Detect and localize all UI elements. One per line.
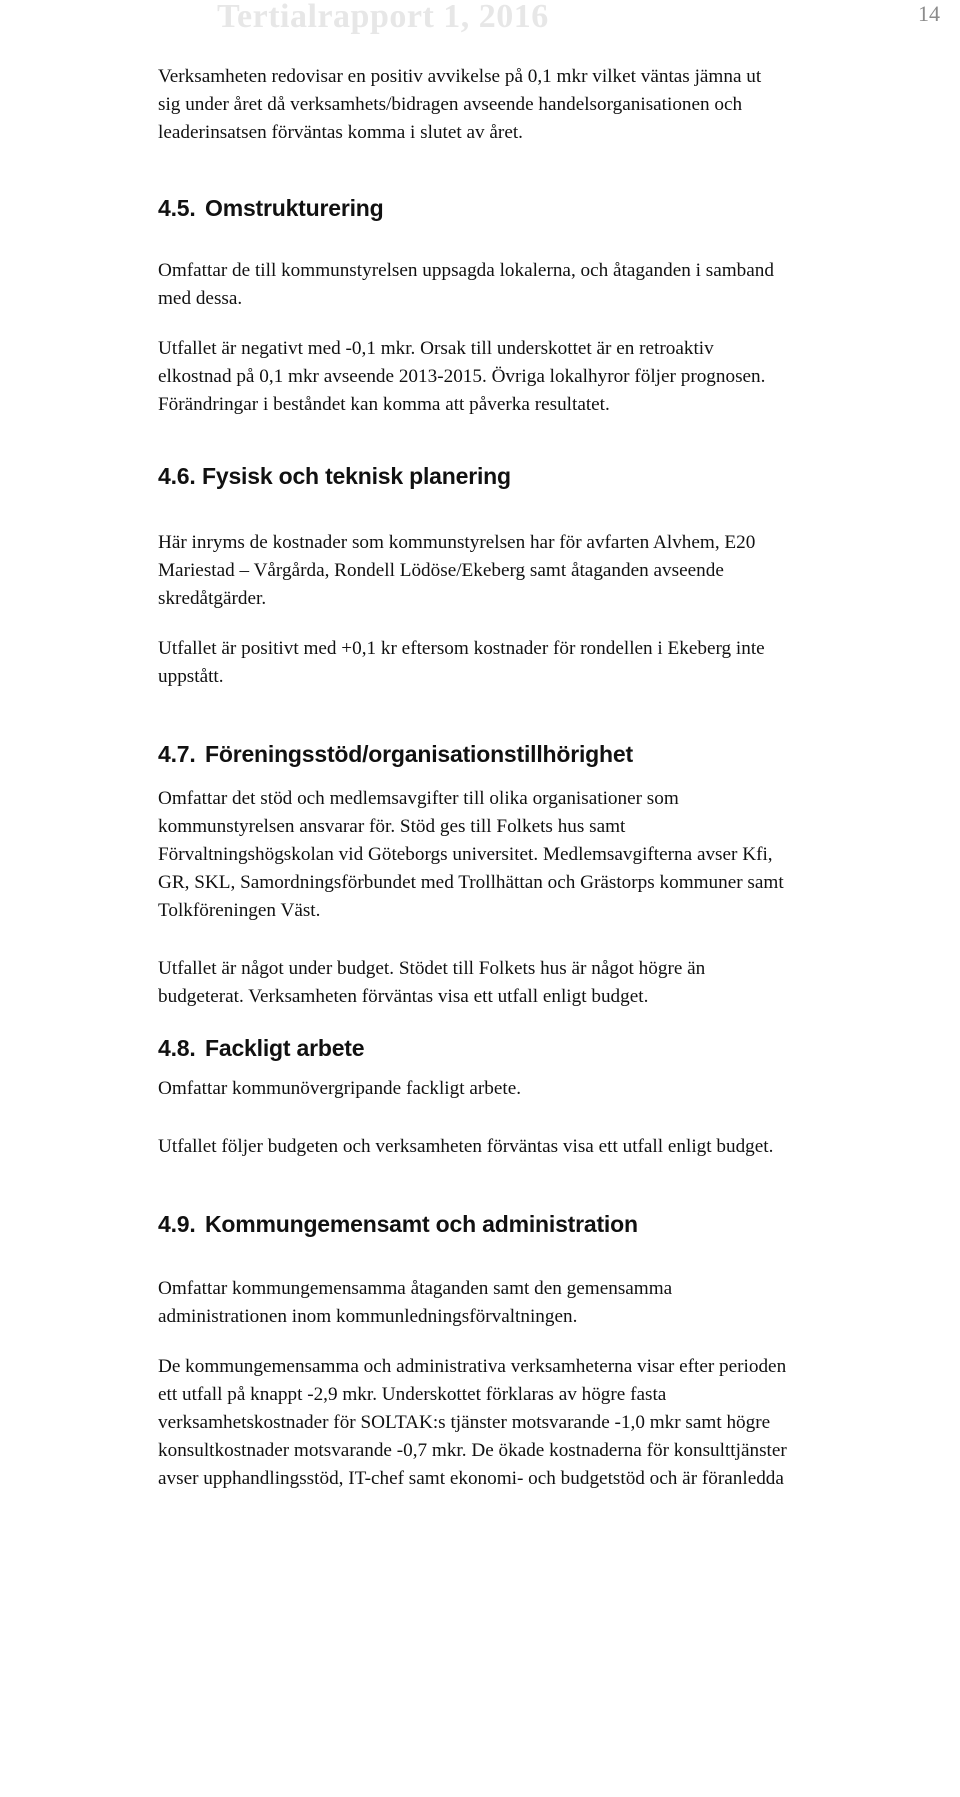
text-line: Förvaltningshögskolan vid Göteborgs universitet. Medlemsavgifterna avser Kfi, (158, 844, 773, 865)
text-line: GR, SKL, Samordningsförbundet med Trollhättan och Grästorps kommuner samt (158, 872, 784, 893)
section-number: 4.8. (158, 1035, 196, 1061)
section-title: Fysisk och teknisk planering (202, 463, 511, 489)
paragraph (158, 529, 943, 613)
text-line: Mariestad – Vårgårda, Rondell Lödöse/Ekeberg samt åtaganden avseende (158, 560, 724, 581)
text-line: Utfallet är negativt med -0,1 mkr. Orsak till underskottet är en retroaktiv (158, 338, 714, 359)
text-line: Omfattar det stöd och medlemsavgifter till olika organisationer som (158, 788, 679, 809)
text-line: Tolkföreningen Väst. (158, 900, 321, 921)
section-heading-kommungemensamt (158, 1209, 943, 1239)
section-heading-foreningsstod (158, 739, 943, 769)
report-title: Tertialrapport 1, 2016 (217, 0, 549, 35)
text-line: Utfallet är positivt med +0,1 kr eftersom kostnader för rondellen i Ekeberg inte (158, 638, 765, 659)
section-number: 4.6. (158, 463, 196, 489)
text-line: Omfattar kommunövergripande fackligt arbete. (158, 1078, 522, 1099)
paragraph (158, 1275, 943, 1331)
paragraph (158, 785, 943, 925)
section-number: 4.5. (158, 195, 196, 221)
text-line: elkostnad på 0,1 mkr avseende 2013-2015. Övriga lokalhyror följer prognosen. (158, 366, 766, 387)
paragraph (158, 335, 943, 419)
text-line: avser upphandlingsstöd, IT-chef samt ekonomi- och budgetstöd och är föranledda (158, 1468, 784, 1489)
text-line: Utfallet är något under budget. Stödet till Folkets hus är något högre än (158, 958, 706, 979)
text-line: Här inryms de kostnader som kommunstyrelsen har för avfarten Alvhem, E20 (158, 532, 756, 553)
page-number: 14 (918, 1, 940, 26)
section-heading-omstrukturering (158, 193, 943, 223)
text-line: verksamhetskostnader för SOLTAK:s tjänster motsvarande -1,0 mkr samt högre (158, 1412, 771, 1433)
paragraph (158, 955, 943, 1011)
text-line: Utfallet följer budgeten och verksamheten förväntas visa ett utfall enligt budget. (158, 1136, 774, 1157)
section-heading-fysisk-planering (158, 461, 943, 491)
paragraph (158, 635, 943, 691)
text-line: De kommungemensamma och administrativa verksamheterna visar efter perioden (158, 1356, 787, 1377)
section-title: Föreningsstöd/organisationstillhörighet (205, 741, 633, 767)
paragraph (158, 1133, 943, 1161)
text-line: budgeterat. Verksamheten förväntas visa ett utfall enligt budget. (158, 986, 649, 1007)
section-heading-fackligt-arbete (158, 1033, 943, 1063)
section-title: Omstrukturering (205, 195, 384, 221)
paragraph (158, 257, 943, 313)
text-line: uppstått. (158, 666, 224, 687)
text-line: Omfattar de till kommunstyrelsen uppsagda lokalerna, och åtaganden i samband (158, 260, 774, 281)
text-line: Förändringar i beståndet kan komma att påverka resultatet. (158, 394, 610, 415)
text-line: sig under året då verksamhets/bidragen avseende handelsorganisationen och (158, 94, 743, 115)
paragraph (158, 1353, 943, 1493)
text-line: konsultkostnader motsvarande -0,7 mkr. De ökade kostnaderna för konsulttjänster (158, 1440, 787, 1461)
paragraph (158, 1075, 943, 1103)
text-line: leaderinsatsen förväntas komma i slutet av året. (158, 122, 523, 143)
section-number: 4.7. (158, 741, 196, 767)
document-body (158, 63, 943, 1493)
text-line: ett utfall på knappt -2,9 mkr. Underskottet förklaras av högre fasta (158, 1384, 667, 1405)
text-line: med dessa. (158, 288, 243, 309)
text-line: administrationen inom kommunledningsförvaltningen. (158, 1306, 578, 1327)
intro-paragraph (158, 63, 943, 147)
text-line: skredåtgärder. (158, 588, 267, 609)
text-line: kommunstyrelsen ansvarar för. Stöd ges till Folkets hus samt (158, 816, 626, 837)
section-number: 4.9. (158, 1211, 196, 1237)
section-title: Kommungemensamt och administration (205, 1211, 638, 1237)
text-line: Omfattar kommungemensamma åtaganden samt den gemensamma (158, 1278, 673, 1299)
section-title: Fackligt arbete (205, 1035, 365, 1061)
text-line: Verksamheten redovisar en positiv avvikelse på 0,1 mkr vilket väntas jämna ut (158, 66, 762, 87)
